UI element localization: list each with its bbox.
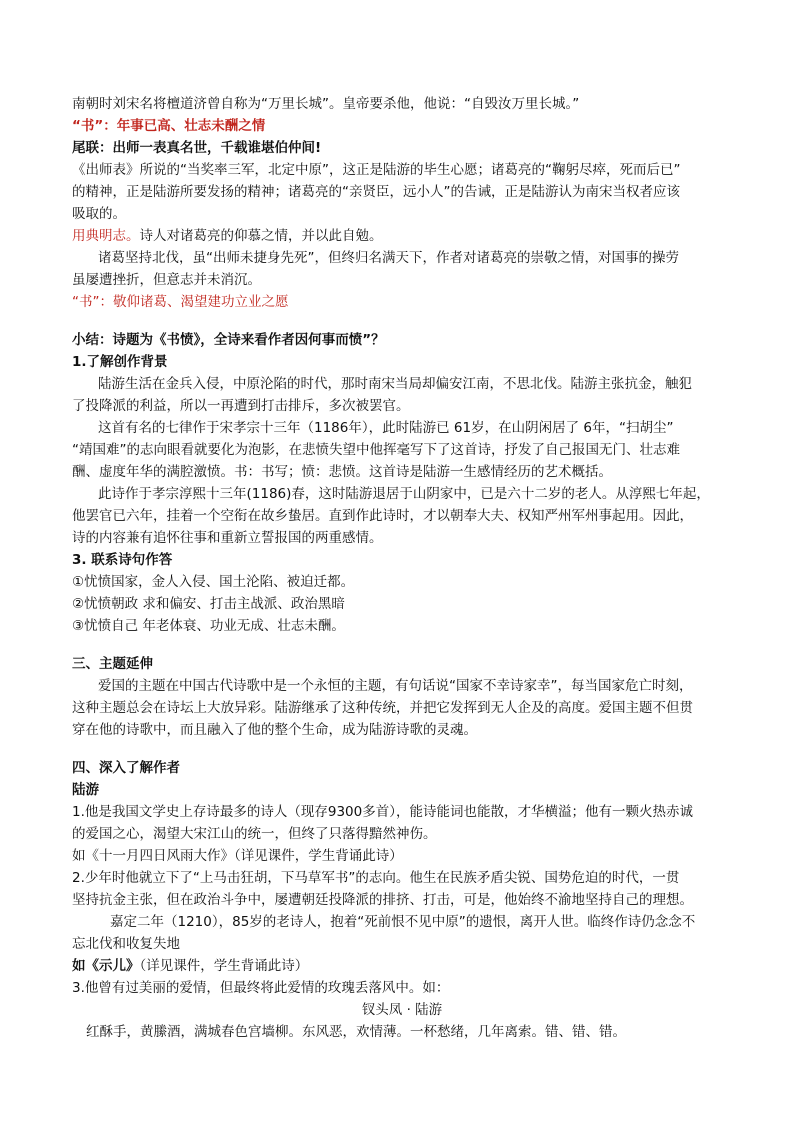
paragraph-line: 3.他曾有过美丽的爱情，但最终将此爱情的玫瑰丢落风中。如：: [72, 980, 450, 996]
paragraph-line: [72, 956, 732, 976]
paragraph-line: 酬、虚度年华的满腔激愤。书：书写；愤：悲愤。这首诗是陆游一生感情经历的艺术概括。: [72, 464, 612, 480]
poem-line: 红酥手，黄縢酒，满城春色宫墙柳。东风恶，欢情薄。一杯愁绪，几年离索。错、错、错。: [86, 1024, 626, 1040]
paragraph-line: 1.他是我国文学史上存诗最多的诗人（现存9300多首），能诗能词也能散，才华横溢；他有一颗火热赤诚: [72, 804, 693, 820]
list-item: ③忧愤自己 年老体衰、功业无成、壮志未酬。: [72, 618, 345, 634]
section-heading: 三、主题延伸: [72, 656, 153, 672]
paragraph-line: 忘北伐和收复失地: [72, 936, 180, 952]
paragraph-line: 《出师表》所说的“当奖率三军，北定中原”，这正是陆游的毕生心愿；诸葛亮的“鞠躬尽瘁，死而后已”: [72, 162, 681, 178]
paragraph-line: “靖国难”的志向眼看就要化为泡影，在悲愤失望中他挥毫写下了这首诗，抒发了自己报国无门、壮志难: [72, 442, 680, 458]
paragraph-line: 坚持抗金主张，但在政治斗争中，屡遭朝廷投降派的排挤、打击，可是，他始终不渝地坚持自己的理想。: [72, 892, 693, 908]
paragraph-line: 嘉定二年（1210），85岁的老诗人，抱着“死前恨不见中原”的遗恨，离开人世。临终作诗仍念念不: [110, 914, 696, 930]
paragraph-line: 诗的内容兼有追怀往事和重新立誓报国的两重感情。: [72, 530, 383, 546]
paragraph-line: 吸取的。: [72, 206, 126, 222]
paragraph-line: 此诗作于孝宗淳熙十三年(1186)春，这时陆游退居于山阴家中，已是六十二岁的老人。从淳熙七年起，: [98, 486, 710, 502]
paragraph-line: 爱国的主题在中国古代诗歌中是一个永恒的主题，有句话说“国家不幸诗家幸”，每当国家危亡时刻，: [98, 678, 693, 694]
paragraph-line: 陆游生活在金兵入侵，中原沦陷的时代，那时南宋当局却偏安江南，不思北伐。陆游主张抗金，触犯: [98, 376, 692, 392]
highlight-text: 用典明志。: [72, 228, 140, 244]
subheading: 1.了解创作背景: [72, 354, 168, 370]
paragraph-line: 穿在他的诗歌中，而且融入了他的整个生命，成为陆游诗歌的灵魂。: [72, 722, 477, 738]
subheading: 陆游: [72, 782, 99, 798]
paragraph-line: 的精神，正是陆游所要发扬的精神；诸葛亮的“亲贤臣，远小人”的告诫，正是陆游认为南宋当权者应该: [72, 184, 680, 200]
paragraph-line: 他罢官已六年，挂着一个空衔在故乡蛰居。直到作此诗时，才以朝奉大夫、权知严州军州事起用。因此，: [72, 508, 693, 524]
paragraph-line: [72, 226, 732, 246]
paragraph-line: 这首有名的七律作于宋孝宗十三年（1186年），此时陆游已 61岁，在山阴闲居了 6年，“扫胡尘”: [98, 420, 674, 436]
paragraph-line: 南朝时刘宋名将檀道济曾自称为“万里长城”。皇帝要杀他，他说：“自毁汝万里长城。”: [72, 96, 580, 112]
paragraph-line: 虽屡遭挫折，但意志并未消沉。: [72, 272, 261, 288]
paragraph-line: 这种主题总会在诗坛上大放异彩。陆游继承了这种传统，并把它发挥到无人企及的高度。爱国主题不但贯: [72, 700, 693, 716]
section-note-red: “书”：敬仰诸葛、渴望建功立业之愿: [72, 294, 289, 310]
list-item: ②忧愤朝政 求和偏安、打击主战派、政治黑暗: [72, 596, 345, 612]
paragraph-line: 了投降派的利益，所以一再遭到打击排斥，多次被罢官。: [72, 398, 410, 414]
section-note-red: “书”：年事已高、壮志未酬之情: [72, 118, 266, 134]
list-item: ①忧愤国家，金人入侵、国土沦陷、被迫迁都。: [72, 574, 355, 590]
poem-title-inline: 如《示儿》: [72, 958, 140, 974]
section-heading: 四、深入了解作者: [72, 760, 180, 776]
paragraph-line: 如《十一月四日风雨大作》（详见课件，学生背诵此诗）: [72, 848, 403, 864]
poem-title: 钗头凤 · 陆游: [361, 1002, 443, 1018]
section-heading: 小结：诗题为《书愤》，全诗来看作者因何事而愤”？: [72, 332, 385, 348]
paragraph-line: 诸葛坚持北伐，虽“出师未捷身先死”，但终归名满天下，作者对诸葛亮的崇敬之情，对国事的操劳: [98, 250, 679, 266]
paragraph-line: 2.少年时他就立下了“上马击狂胡，下马草军书”的志向。他生在民族矛盾尖锐、国势危迫的时代，一贯: [72, 870, 680, 886]
paragraph-text: 诗人对诸葛亮的仰慕之情，并以此自勉。: [139, 228, 383, 244]
subheading: 3. 联系诗句作答: [72, 552, 173, 568]
paragraph-text: （详见课件，学生背诵此诗）: [139, 958, 309, 974]
paragraph-line: 的爱国之心，渴望大宋江山的统一，但终了只落得黯然神伤。: [72, 826, 437, 842]
section-heading: 尾联：出师一表真名世，千载谁堪伯仲间!: [72, 140, 322, 156]
